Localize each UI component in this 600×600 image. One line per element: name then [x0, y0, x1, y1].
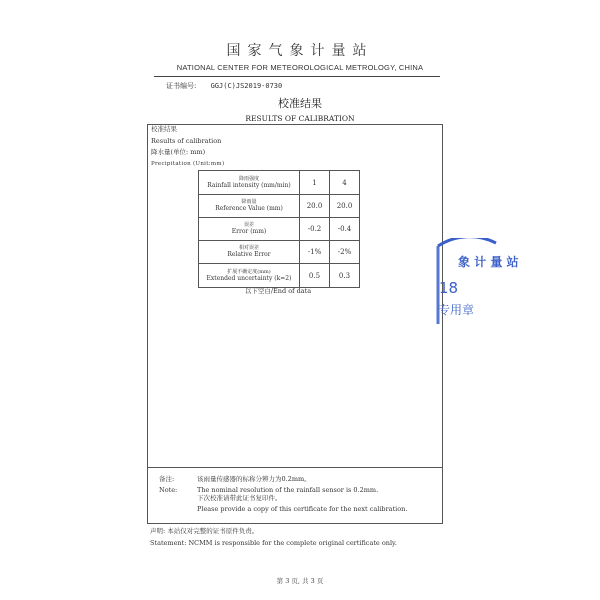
note-line-4: Please provide a copy of this certificate for the next calibration. [197, 505, 408, 513]
table-row-label [199, 218, 300, 241]
table-cell: 0.5 [300, 264, 330, 288]
table-row [199, 264, 360, 288]
table-cell: 4 [330, 171, 360, 195]
row-label-en: Reference Value (mm) [215, 205, 283, 213]
page-title-cn: 校准结果 [278, 97, 322, 110]
note-divider [147, 467, 443, 468]
stamp-text: 专用章 [438, 303, 475, 317]
table-row-label [199, 241, 300, 264]
note-label-en: Note: [159, 486, 178, 494]
table-cell: -0.2 [300, 218, 330, 241]
row-label-en: Relative Error [227, 251, 271, 259]
table-row [199, 241, 360, 264]
page-number: 第 3 页, 共 3 页 [276, 577, 324, 585]
note-line-2: The nominal resolution of the rainfall sensor is 0.2mm. [197, 486, 379, 494]
row-label-en: Error (mm) [231, 228, 267, 236]
table-cell: 0.3 [330, 264, 360, 288]
table-row-label [199, 171, 300, 195]
end-of-data-text: 以下空白/End of data [244, 287, 312, 295]
precipitation-label-cn: 降水量(单位: mm) [151, 148, 206, 156]
row-label-cn: 降雨强度 [238, 175, 259, 182]
row-label-cn: 扩展不确定度(mm) [227, 268, 271, 275]
row-label-en: Rainfall intensity (mm/min) [207, 181, 291, 189]
page-title-en: RESULTS OF CALIBRATION [245, 114, 355, 123]
table-cell: -1% [300, 241, 330, 264]
results-heading-cn: 校准结果 [151, 125, 177, 133]
table-row [199, 171, 360, 195]
stamp-chars: 象 计 量 站 [458, 255, 519, 269]
row-label-cn: 相对误差 [238, 245, 259, 252]
header-divider [154, 76, 440, 77]
table-row [199, 218, 360, 241]
precipitation-label-en: Precipitation (Unit:mm) [151, 161, 225, 167]
organization-name-cn: 国家气象计量站 [226, 43, 374, 59]
note-line-3: 下次校准请带此证书复印件。 [197, 494, 282, 502]
table-row-label [199, 195, 300, 218]
statement-en: Statement: NCMM is responsible for the complete original certificate only. [150, 539, 397, 547]
table-cell: 20.0 [300, 195, 330, 218]
row-label-en: Extended uncertainty (k=2) [206, 274, 292, 282]
calibration-table [198, 170, 360, 288]
official-stamp [436, 238, 556, 328]
row-label-cn: 误差 [243, 222, 254, 229]
results-heading-en: Results of calibration [151, 137, 222, 145]
certificate-number-label: 证书编号: [166, 82, 197, 90]
certificate-number [166, 81, 282, 91]
statement-cn: 声明: 本站仅对完整的证书原件负责。 [150, 527, 259, 535]
note-label-cn: 备注: [159, 475, 175, 483]
table-cell: -2% [330, 241, 360, 264]
note-line-1: 该雨量传感器的标称分辨力为0.2mm。 [197, 475, 311, 483]
table-row [199, 195, 360, 218]
certificate-number-value: GGJ(C)JS2019-0730 [210, 82, 283, 90]
row-label-cn: 降雨量 [241, 199, 257, 206]
organization-name-en: NATIONAL CENTER FOR METEOROLOGICAL METROLOGY, CHINA [176, 63, 424, 72]
table-row-label [199, 264, 300, 288]
table-cell: -0.4 [330, 218, 360, 241]
table-cell: 1 [300, 171, 330, 195]
stamp-number: 18 [439, 279, 459, 297]
table-cell: 20.0 [330, 195, 360, 218]
